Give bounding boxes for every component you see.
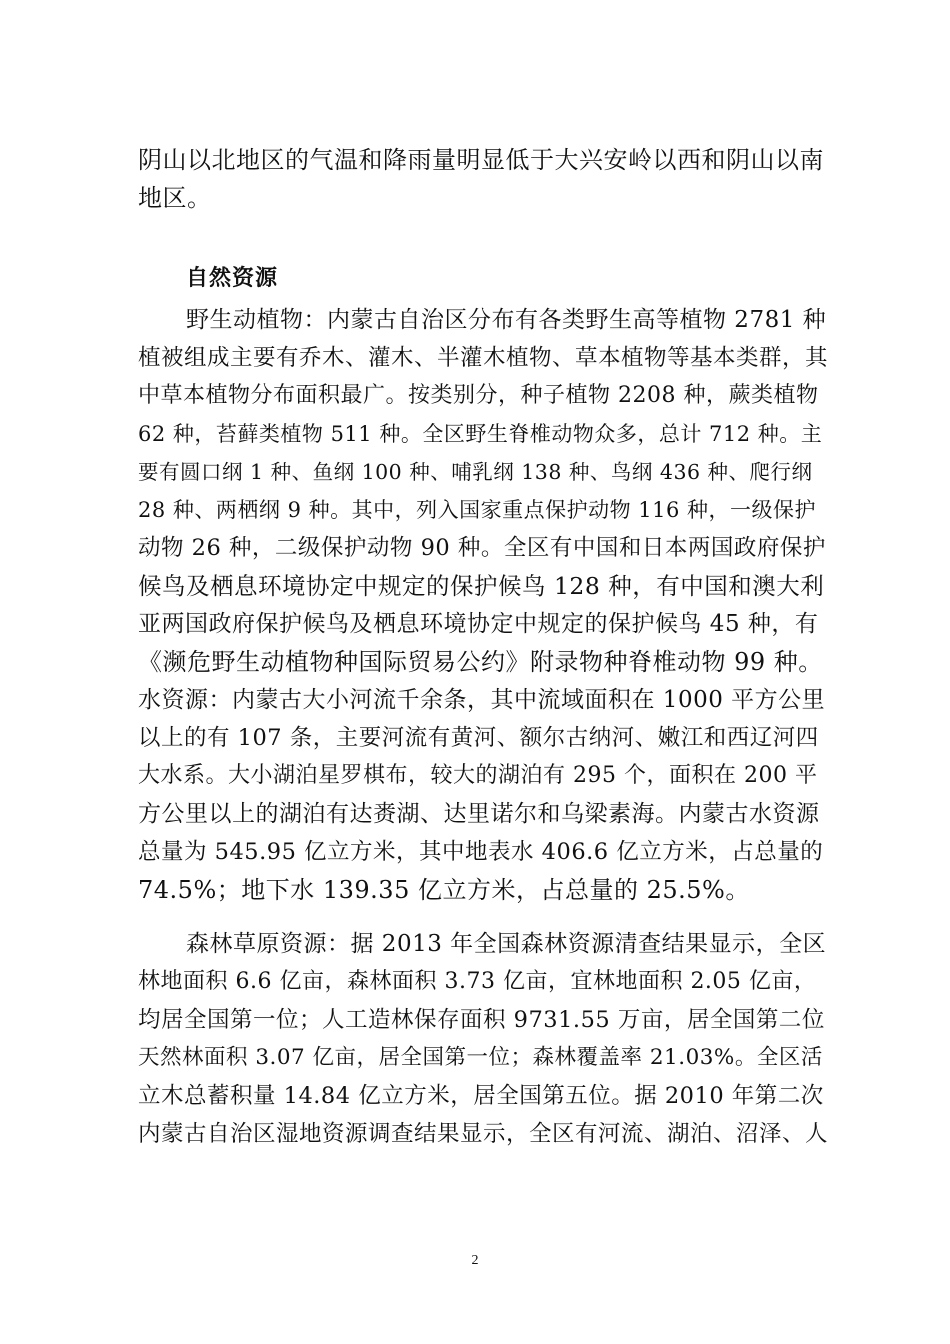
water-line-6: 74.5%；地下水 139.35 亿立方米，占总量的 25.5%。 — [138, 876, 750, 904]
wildlife-line-5: 要有圆口纲 1 种、鱼纲 100 种、哺乳纲 138 种、鸟纲 436 种、爬行纲 — [138, 460, 813, 484]
forest-line-1: 森林草原资源：据 2013 年全国森林资源清查结果显示，全区 — [186, 931, 827, 957]
wildlife-line-3: 中草本植物分布面积最广。按类别分，种子植物 2208 种，蕨类植物 — [138, 383, 819, 408]
wildlife-line-2: 植被组成主要有乔木、灌木、半灌木植物、草本植物等基本类群，其 — [138, 345, 829, 371]
water-line-2: 以上的有 107 条，主要河流有黄河、额尔古纳河、嫩江和西辽河四 — [138, 725, 819, 751]
wildlife-line-9: 亚两国政府保护候鸟及栖息环境协定中规定的保护候鸟 45 种，有 — [138, 611, 819, 637]
forest-line-5: 立木总蓄积量 14.84 亿立方米，居全国第五位。据 2010 年第二次 — [138, 1083, 824, 1109]
water-line-1: 水资源：内蒙古大小河流千余条，其中流域面积在 1000 平方公里 — [138, 687, 826, 713]
wildlife-line-8: 候鸟及栖息环境协定中规定的保护候鸟 128 种，有中国和澳大利 — [138, 572, 825, 600]
wildlife-line-7: 动物 26 种，二级保护动物 90 种。全区有中国和日本两国政府保护 — [138, 535, 826, 561]
forest-line-6: 内蒙古自治区湿地资源调查结果显示，全区有河流、湖泊、沼泽、人 — [138, 1121, 829, 1147]
intro-line-2: 地区。 — [138, 184, 212, 212]
water-line-5: 总量为 545.95 亿立方米，其中地表水 406.6 亿立方米，占总量的 — [138, 839, 824, 865]
section-heading: 自然资源 — [186, 266, 279, 291]
intro-line-1: 阴山以北地区的气温和降雨量明显低于大兴安岭以西和阴山以南 — [138, 146, 824, 174]
wildlife-line-10: 《濒危野生动植物种国际贸易公约》附录物种脊椎动物 99 种。 — [138, 648, 823, 676]
wildlife-line-6: 28 种、两栖纲 9 种。其中，列入国家重点保护动物 116 种，一级保护 — [138, 498, 817, 522]
water-line-3: 大水系。大小湖泊星罗棋布，较大的湖泊有 295 个，面积在 200 平 — [138, 763, 818, 788]
forest-line-3: 均居全国第一位；人工造林保存面积 9731.55 万亩，居全国第二位 — [138, 1007, 825, 1033]
forest-line-2: 林地面积 6.6 亿亩，森林面积 3.73 亿亩，宜林地面积 2.05 亿亩， — [138, 969, 817, 994]
forest-line-4: 天然林面积 3.07 亿亩，居全国第一位；森林覆盖率 21.03%。全区活 — [138, 1045, 823, 1070]
wildlife-line-1: 野生动植物：内蒙古自治区分布有各类野生高等植物 2781 种 — [186, 307, 827, 333]
water-line-4: 方公里以上的湖泊有达赉湖、达里诺尔和乌梁素海。内蒙古水资源 — [138, 801, 820, 827]
wildlife-line-4: 62 种，苔藓类植物 511 种。全区野生脊椎动物众多，总计 712 种。主 — [138, 422, 823, 446]
page-number: 2 — [471, 1253, 479, 1268]
